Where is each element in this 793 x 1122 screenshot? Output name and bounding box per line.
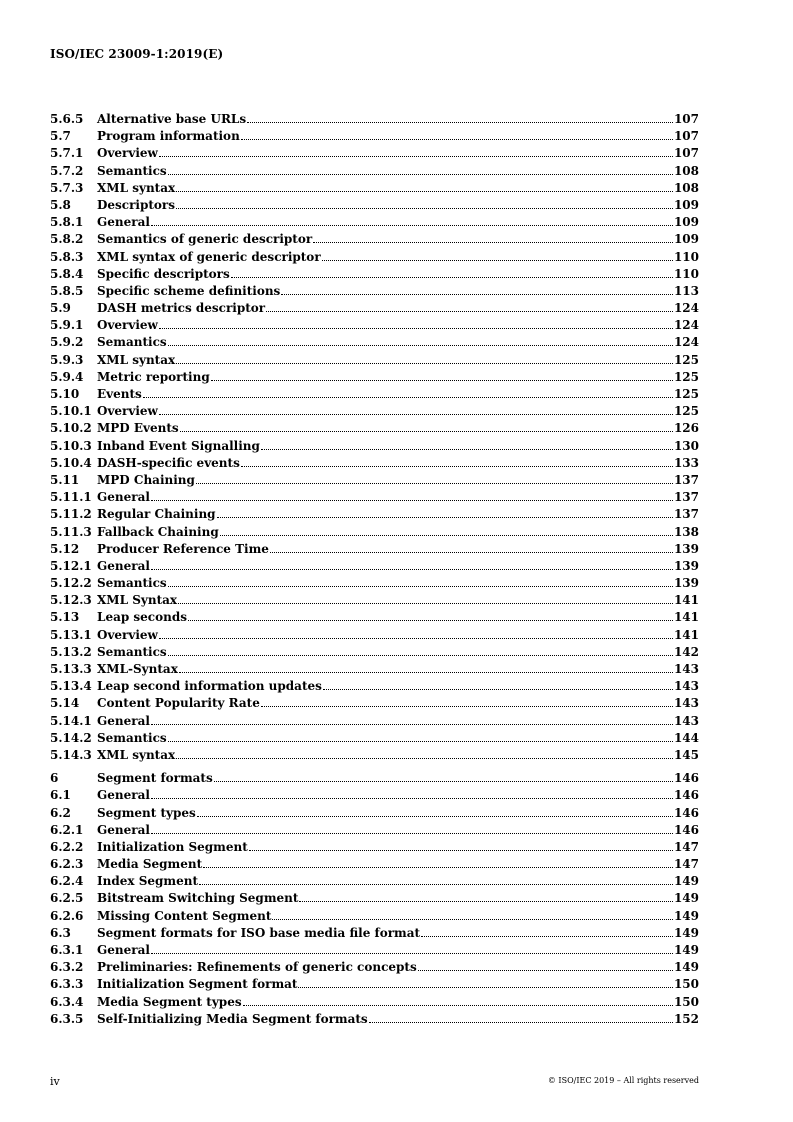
toc-entry-page: 108 — [673, 163, 699, 178]
toc-entry-title: General — [97, 215, 150, 230]
toc-entry[interactable] — [50, 300, 699, 317]
toc-entry-number: 5.12.2 — [50, 576, 92, 591]
toc-entry[interactable] — [50, 420, 699, 437]
toc-entry-number: 5.10 — [50, 387, 80, 401]
toc-entry-title: MPD Events — [97, 421, 179, 436]
toc-entry-title: Initialization Segment format — [97, 977, 298, 992]
toc-entry-title: General — [97, 943, 150, 957]
toc-entry-page: 150 — [673, 977, 699, 992]
toc-dot-leader — [272, 919, 673, 920]
toc-entry-title: Segment formats — [97, 771, 213, 786]
toc-dot-leader — [159, 328, 673, 329]
toc-entry-page: 124 — [673, 335, 699, 350]
toc-entry-number: 5.14.1 — [50, 713, 92, 728]
toc-entry[interactable] — [50, 558, 699, 575]
toc-entry[interactable] — [50, 317, 699, 334]
toc-entry-page: 125 — [673, 352, 699, 367]
toc-entry-number: 5.7.1 — [50, 146, 84, 161]
toc-entry-number: 5.7.3 — [50, 180, 84, 195]
toc-entry-number: 5.9.4 — [50, 369, 84, 384]
toc-entry-number: 6.2.3 — [50, 857, 84, 872]
toc-entry-title: XML syntax of generic descriptor — [97, 249, 321, 264]
toc-entry-title: Missing Content Segment — [97, 908, 272, 923]
toc-entry-title: Overview — [97, 146, 158, 161]
toc-dot-leader — [299, 901, 673, 902]
toc-entry-page: 149 — [673, 908, 699, 923]
toc-entry[interactable] — [50, 661, 699, 678]
toc-entry-number: 5.6.5 — [50, 112, 84, 126]
toc-dot-leader — [168, 655, 673, 656]
toc-entry-page: 125 — [673, 404, 699, 419]
toc-entry-page: 124 — [673, 318, 699, 333]
toc-entry-title: Media Segment types — [97, 994, 242, 1009]
toc-entry-page: 125 — [673, 387, 699, 401]
toc-entry-number: 6.3.5 — [50, 1011, 84, 1026]
page-number: iv — [50, 1075, 60, 1088]
toc-entry[interactable] — [50, 770, 699, 787]
toc-entry[interactable] — [50, 214, 699, 231]
toc-entry-page: 139 — [673, 541, 699, 556]
toc-entry-title: Overview — [97, 404, 158, 419]
toc-entry-page: 142 — [673, 644, 699, 659]
toc-entry-title: MPD Chaining — [97, 472, 195, 487]
toc-entry[interactable] — [50, 163, 699, 180]
table-of-contents — [50, 111, 699, 1028]
toc-entry-number: 5.9.2 — [50, 335, 84, 350]
toc-entry-title: Overview — [97, 318, 158, 333]
toc-entry-page: 146 — [673, 771, 699, 786]
toc-entry-title: Specific descriptors — [97, 266, 230, 281]
toc-entry[interactable] — [50, 890, 699, 907]
toc-dot-leader — [151, 569, 673, 570]
toc-entry-title: General — [97, 788, 150, 803]
toc-entry-number: 5.8.3 — [50, 249, 84, 264]
toc-entry-title: Specific scheme definitions — [97, 283, 281, 298]
toc-entry[interactable] — [50, 627, 699, 644]
toc-dot-leader — [159, 156, 673, 157]
toc-dot-leader — [298, 987, 672, 988]
toc-entry-number: 6 — [50, 771, 59, 786]
toc-entry-title: Regular Chaining — [97, 507, 216, 522]
toc-entry-number: 5.9.1 — [50, 318, 84, 333]
toc-entry-page: 113 — [673, 283, 699, 298]
toc-entry[interactable] — [50, 994, 699, 1011]
toc-dot-leader — [281, 294, 673, 295]
toc-entry[interactable] — [50, 713, 699, 730]
toc-dot-leader — [178, 603, 673, 604]
toc-entry-number: 5.10.3 — [50, 438, 92, 453]
toc-entry-number: 5.7 — [50, 129, 71, 144]
toc-dot-leader — [231, 277, 673, 278]
toc-entry-title: Semantics of generic descriptor — [97, 232, 313, 247]
toc-dot-leader — [196, 483, 673, 484]
toc-dot-leader — [220, 535, 673, 536]
toc-entry-title: Events — [97, 387, 142, 401]
toc-dot-leader — [249, 850, 673, 851]
toc-entry-page: 109 — [673, 197, 699, 212]
toc-dot-leader — [180, 431, 673, 432]
toc-entry-number: 5.12.3 — [50, 593, 92, 608]
toc-entry[interactable] — [50, 524, 699, 541]
toc-entry[interactable] — [50, 231, 699, 248]
toc-entry-number: 5.10.4 — [50, 455, 92, 470]
toc-entry-title: DASH metrics descriptor — [97, 301, 266, 316]
toc-dot-leader — [421, 936, 673, 937]
toc-entry[interactable] — [50, 180, 699, 197]
toc-entry-title: XML syntax — [97, 180, 176, 195]
toc-entry[interactable] — [50, 592, 699, 609]
toc-entry[interactable] — [50, 575, 699, 592]
toc-entry-page: 124 — [673, 301, 699, 316]
toc-entry-page: 144 — [673, 730, 699, 745]
toc-entry-title: Index Segment — [97, 874, 198, 889]
toc-entry[interactable] — [50, 249, 699, 266]
toc-entry-number: 5.7.2 — [50, 163, 84, 178]
toc-entry-page: 149 — [673, 891, 699, 906]
toc-entry-number: 5.13.1 — [50, 627, 92, 642]
toc-entry-page: 149 — [673, 874, 699, 889]
toc-dot-leader — [214, 781, 673, 782]
toc-entry-page: 146 — [673, 788, 699, 803]
toc-entry-title: General — [97, 713, 150, 728]
toc-entry-page: 141 — [673, 610, 699, 625]
toc-entry-number: 5.9.3 — [50, 352, 84, 367]
toc-entry-page: 109 — [673, 232, 699, 247]
toc-entry-number: 6.2 — [50, 805, 71, 820]
toc-entry[interactable] — [50, 976, 699, 993]
toc-dot-leader — [159, 414, 673, 415]
toc-dot-leader — [151, 953, 673, 954]
toc-dot-leader — [168, 174, 673, 175]
toc-dot-leader — [197, 816, 673, 817]
toc-entry-title: Semantics — [97, 644, 167, 659]
toc-entry-page: 138 — [673, 524, 699, 539]
toc-entry[interactable] — [50, 283, 699, 300]
toc-entry-page: 109 — [673, 215, 699, 230]
toc-dot-leader — [176, 758, 673, 759]
toc-entry[interactable] — [50, 695, 699, 712]
toc-entry-number: 6.1 — [50, 788, 71, 803]
toc-entry-title: Content Popularity Rate — [97, 696, 260, 711]
toc-entry-number: 5.10.2 — [50, 421, 92, 436]
toc-entry-number: 6.3.4 — [50, 994, 84, 1009]
toc-entry-number: 5.12 — [50, 541, 80, 556]
toc-entry-title: Initialization Segment — [97, 839, 248, 854]
toc-dot-leader — [159, 638, 673, 639]
toc-entry-number: 6.3.3 — [50, 977, 84, 992]
toc-entry-number: 6.2.5 — [50, 891, 84, 906]
toc-entry-page: 143 — [673, 679, 699, 694]
toc-entry-number: 5.13.2 — [50, 644, 92, 659]
toc-entry-title: Descriptors — [97, 197, 175, 212]
toc-entry-title: XML syntax — [97, 352, 176, 367]
toc-dot-leader — [247, 122, 673, 123]
toc-entry-number: 5.12.1 — [50, 558, 92, 573]
toc-entry-page: 133 — [673, 455, 699, 470]
toc-entry-title: Semantics — [97, 730, 167, 745]
toc-entry-title: Alternative base URLs — [97, 112, 247, 126]
toc-entry-title: Segment formats for ISO base media file format — [97, 925, 421, 940]
toc-entry[interactable] — [50, 334, 699, 351]
toc-dot-leader — [168, 345, 673, 346]
toc-entry[interactable] — [50, 822, 699, 839]
toc-entry[interactable] — [50, 805, 699, 822]
toc-entry-page: 107 — [673, 129, 699, 144]
toc-entry-number: 6.2.6 — [50, 908, 84, 923]
toc-entry-number: 6.3 — [50, 925, 71, 940]
toc-entry[interactable] — [50, 787, 699, 804]
toc-dot-leader — [199, 884, 673, 885]
toc-entry[interactable] — [50, 455, 699, 472]
toc-entry[interactable] — [50, 403, 699, 420]
toc-entry[interactable] — [50, 730, 699, 747]
toc-entry-title: Program information — [97, 129, 240, 144]
copyright-notice: © ISO/IEC 2019 – All rights reserved — [547, 1076, 699, 1085]
toc-dot-leader — [322, 260, 673, 261]
toc-dot-leader — [217, 517, 673, 518]
toc-entry-page: 107 — [673, 146, 699, 161]
toc-entry-page: 149 — [673, 925, 699, 940]
toc-entry[interactable] — [50, 145, 699, 162]
toc-entry-title: Inband Event Signalling — [97, 438, 260, 453]
toc-dot-leader — [176, 363, 673, 364]
toc-entry-page: 130 — [673, 438, 699, 453]
toc-entry-title: General — [97, 490, 150, 505]
toc-entry-number: 5.14 — [50, 696, 80, 711]
toc-entry-number: 5.8.4 — [50, 266, 84, 281]
toc-dot-leader — [143, 397, 673, 398]
toc-entry-title: Overview — [97, 627, 158, 642]
toc-entry-page: 125 — [673, 369, 699, 384]
toc-entry-number: 5.11.3 — [50, 524, 92, 539]
toc-entry-page: 139 — [673, 576, 699, 591]
toc-entry-number: 6.3.1 — [50, 943, 84, 957]
toc-entry-page: 152 — [673, 1011, 699, 1026]
toc-entry[interactable] — [50, 506, 699, 523]
toc-dot-leader — [241, 466, 673, 467]
toc-entry[interactable] — [50, 959, 699, 976]
toc-entry-page: 147 — [673, 839, 699, 854]
toc-entry[interactable] — [50, 942, 699, 959]
toc-entry-number: 5.13.3 — [50, 662, 92, 676]
toc-entry-page: 137 — [673, 472, 699, 487]
toc-dot-leader — [323, 689, 673, 690]
toc-entry-number: 5.10.1 — [50, 404, 92, 419]
toc-entry-page: 139 — [673, 558, 699, 573]
toc-entry-page: 143 — [673, 662, 699, 676]
toc-entry-title: Self-Initializing Media Segment formats — [97, 1011, 368, 1026]
toc-entry-title: XML Syntax — [97, 593, 178, 608]
toc-dot-leader — [243, 1005, 673, 1006]
toc-entry-number: 5.14.3 — [50, 747, 92, 762]
toc-entry-number: 5.13.4 — [50, 679, 92, 694]
toc-entry-number: 6.3.2 — [50, 960, 84, 975]
toc-entry-title: Fallback Chaining — [97, 524, 219, 539]
toc-dot-leader — [261, 706, 673, 707]
toc-entry-number: 5.11.2 — [50, 507, 92, 522]
toc-entry[interactable] — [50, 1011, 699, 1028]
toc-entry-number: 5.11 — [50, 472, 80, 487]
toc-entry-title: General — [97, 558, 150, 573]
toc-entry-title: Preliminaries: Refinements of generic concepts — [97, 960, 417, 975]
toc-entry-number: 6.2.1 — [50, 822, 84, 837]
toc-dot-leader — [369, 1022, 673, 1023]
toc-entry[interactable] — [50, 489, 699, 506]
toc-dot-leader — [151, 500, 673, 501]
toc-entry-title: Semantics — [97, 335, 167, 350]
toc-entry[interactable] — [50, 908, 699, 925]
toc-entry-number: 5.8.5 — [50, 283, 84, 298]
toc-dot-leader — [151, 833, 673, 834]
toc-entry-page: 146 — [673, 822, 699, 837]
toc-entry[interactable] — [50, 111, 699, 128]
toc-entry-title: Segment types — [97, 805, 196, 820]
document-id-header: ISO/IEC 23009-1:2019(E) — [50, 47, 224, 61]
toc-dot-leader — [151, 724, 673, 725]
toc-entry-number: 5.11.1 — [50, 490, 92, 505]
toc-entry-number: 6.2.2 — [50, 839, 84, 854]
toc-entry[interactable] — [50, 839, 699, 856]
toc-entry-page: 143 — [673, 713, 699, 728]
toc-entry-title: Media Segment — [97, 857, 203, 872]
toc-dot-leader — [241, 139, 673, 140]
toc-entry-number: 5.8.1 — [50, 215, 84, 230]
toc-entry[interactable] — [50, 541, 699, 558]
toc-entry[interactable] — [50, 747, 699, 764]
toc-entry[interactable] — [50, 678, 699, 695]
toc-entry[interactable] — [50, 386, 699, 403]
toc-entry-page: 107 — [673, 112, 699, 126]
toc-dot-leader — [270, 552, 673, 553]
toc-entry[interactable] — [50, 925, 699, 942]
toc-dot-leader — [266, 311, 673, 312]
toc-entry-page: 149 — [673, 943, 699, 957]
toc-dot-leader — [188, 620, 673, 621]
toc-entry-title: Metric reporting — [97, 369, 210, 384]
toc-dot-leader — [211, 380, 673, 381]
toc-entry-number: 5.8.2 — [50, 232, 84, 247]
toc-entry[interactable] — [50, 266, 699, 283]
toc-entry[interactable] — [50, 128, 699, 145]
toc-entry[interactable] — [50, 438, 699, 455]
toc-entry-title: Producer Reference Time — [97, 541, 269, 556]
toc-entry-title: DASH-specific events — [97, 455, 240, 470]
toc-dot-leader — [203, 867, 673, 868]
toc-dot-leader — [168, 741, 673, 742]
toc-entry-title: XML-Syntax — [97, 662, 178, 676]
toc-entry-page: 143 — [673, 696, 699, 711]
toc-entry-page: 141 — [673, 627, 699, 642]
toc-dot-leader — [179, 672, 673, 673]
toc-dot-leader — [168, 586, 673, 587]
toc-entry-number: 5.8 — [50, 197, 71, 212]
toc-entry-page: 137 — [673, 507, 699, 522]
toc-entry-page: 145 — [673, 747, 699, 762]
toc-entry-page: 110 — [673, 266, 699, 281]
toc-entry-number: 5.13 — [50, 610, 80, 625]
toc-entry-page: 137 — [673, 490, 699, 505]
toc-entry[interactable] — [50, 609, 699, 626]
toc-dot-leader — [151, 225, 673, 226]
toc-entry-page: 110 — [673, 249, 699, 264]
toc-entry[interactable] — [50, 352, 699, 369]
toc-entry[interactable] — [50, 873, 699, 890]
toc-dot-leader — [313, 242, 673, 243]
toc-entry-page: 147 — [673, 857, 699, 872]
toc-entry[interactable] — [50, 856, 699, 873]
toc-entry-title: Leap second information updates — [97, 679, 322, 694]
toc-entry-title: Bitstream Switching Segment — [97, 891, 299, 906]
toc-entry[interactable] — [50, 472, 699, 489]
toc-dot-leader — [261, 449, 673, 450]
toc-entry-page: 108 — [673, 180, 699, 195]
toc-entry-page: 141 — [673, 593, 699, 608]
toc-entry-page: 146 — [673, 805, 699, 820]
toc-entry-number: 5.9 — [50, 301, 71, 316]
toc-dot-leader — [176, 191, 673, 192]
toc-dot-leader — [176, 208, 673, 209]
toc-entry-title: Leap seconds — [97, 610, 187, 625]
toc-entry[interactable] — [50, 197, 699, 214]
toc-entry-title: Semantics — [97, 576, 167, 591]
toc-entry-title: Semantics — [97, 163, 167, 178]
toc-entry-page: 150 — [673, 994, 699, 1009]
toc-entry-page: 126 — [673, 421, 699, 436]
toc-entry-title: General — [97, 822, 150, 837]
toc-entry-number: 6.2.4 — [50, 874, 84, 889]
toc-dot-leader — [418, 970, 673, 971]
toc-entry-page: 149 — [673, 960, 699, 975]
toc-entry[interactable] — [50, 644, 699, 661]
toc-dot-leader — [151, 798, 673, 799]
toc-entry-number: 5.14.2 — [50, 730, 92, 745]
toc-entry-title: XML syntax — [97, 747, 176, 762]
toc-entry[interactable] — [50, 369, 699, 386]
